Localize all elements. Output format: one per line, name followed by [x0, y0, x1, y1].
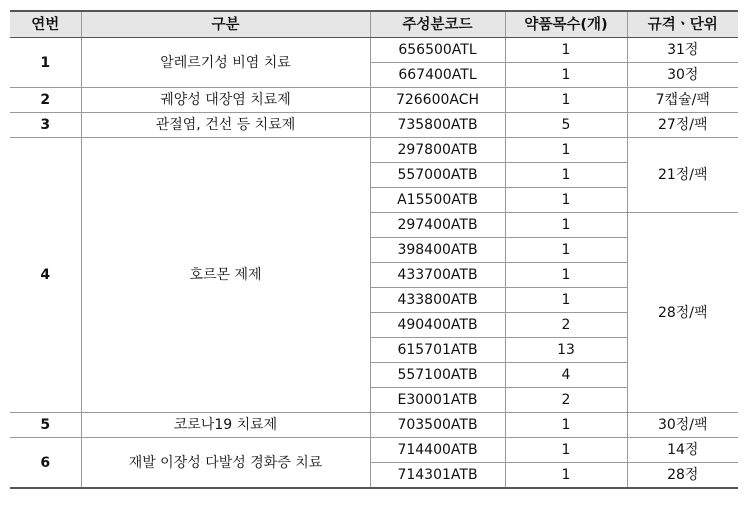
serial-no-cell: 4 — [10, 138, 81, 413]
serial-no-cell: 5 — [10, 413, 81, 438]
count-cell: 1 — [505, 163, 627, 188]
unit-cell: 30정 — [627, 63, 738, 88]
header-serial-no: 연번 — [10, 11, 81, 38]
code-cell: 398400ATB — [370, 238, 505, 263]
drug-table — [10, 10, 738, 489]
table-row — [10, 438, 738, 463]
count-cell: 1 — [505, 138, 627, 163]
category-cell: 관절염, 건선 등 치료제 — [81, 113, 370, 138]
code-cell: 297800ATB — [370, 138, 505, 163]
unit-cell: 28정/팩 — [627, 213, 738, 413]
count-cell: 1 — [505, 438, 627, 463]
serial-no-cell: 2 — [10, 88, 81, 113]
code-cell: 490400ATB — [370, 313, 505, 338]
code-cell: 703500ATB — [370, 413, 505, 438]
category-cell: 궤양성 대장염 치료제 — [81, 88, 370, 113]
count-cell: 2 — [505, 388, 627, 413]
code-cell: 735800ATB — [370, 113, 505, 138]
count-cell: 1 — [505, 63, 627, 88]
count-cell: 1 — [505, 288, 627, 313]
header-product-count: 약품목수(개) — [505, 11, 627, 38]
header-spec-unit: 규격ㆍ단위 — [627, 11, 738, 38]
table-row — [10, 413, 738, 438]
code-cell: 714400ATB — [370, 438, 505, 463]
table-row — [10, 38, 738, 63]
count-cell: 5 — [505, 113, 627, 138]
count-cell: 1 — [505, 213, 627, 238]
count-cell: 1 — [505, 188, 627, 213]
count-cell: 13 — [505, 338, 627, 363]
unit-cell: 31정 — [627, 38, 738, 63]
table-row — [10, 113, 738, 138]
category-cell: 코로나19 치료제 — [81, 413, 370, 438]
serial-no-cell: 1 — [10, 38, 81, 88]
count-cell: 1 — [505, 463, 627, 489]
code-cell: 615701ATB — [370, 338, 505, 363]
unit-cell: 30정/팩 — [627, 413, 738, 438]
code-cell: 656500ATL — [370, 38, 505, 63]
header-category: 구분 — [81, 11, 370, 38]
header-row — [10, 11, 738, 38]
code-cell: 433800ATB — [370, 288, 505, 313]
unit-cell: 27정/팩 — [627, 113, 738, 138]
unit-cell: 21정/팩 — [627, 138, 738, 213]
code-cell: A15500ATB — [370, 188, 505, 213]
count-cell: 1 — [505, 38, 627, 63]
count-cell: 2 — [505, 313, 627, 338]
count-cell: 1 — [505, 413, 627, 438]
table-row — [10, 138, 738, 163]
code-cell: 667400ATL — [370, 63, 505, 88]
unit-cell: 28정 — [627, 463, 738, 489]
table-row — [10, 88, 738, 113]
count-cell: 4 — [505, 363, 627, 388]
category-cell: 호르몬 제제 — [81, 138, 370, 413]
code-cell: 714301ATB — [370, 463, 505, 489]
unit-cell: 7캡슐/팩 — [627, 88, 738, 113]
category-cell: 알레르기성 비염 치료 — [81, 38, 370, 88]
header-ingredient-code: 주성분코드 — [370, 11, 505, 38]
serial-no-cell: 6 — [10, 438, 81, 489]
code-cell: 433700ATB — [370, 263, 505, 288]
count-cell: 1 — [505, 88, 627, 113]
category-cell: 재발 이장성 다발성 경화증 치료 — [81, 438, 370, 489]
code-cell: 557000ATB — [370, 163, 505, 188]
serial-no-cell: 3 — [10, 113, 81, 138]
count-cell: 1 — [505, 238, 627, 263]
code-cell: 557100ATB — [370, 363, 505, 388]
code-cell: 297400ATB — [370, 213, 505, 238]
code-cell: 726600ACH — [370, 88, 505, 113]
unit-cell: 14정 — [627, 438, 738, 463]
code-cell: E30001ATB — [370, 388, 505, 413]
count-cell: 1 — [505, 263, 627, 288]
